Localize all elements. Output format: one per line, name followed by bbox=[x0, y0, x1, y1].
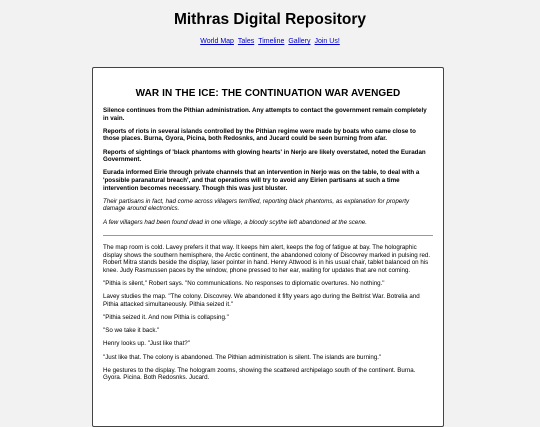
bulletin-paragraph: Reports of riots in several islands controlled by the Pithian regime were made by boats who came close to those places. Burna, Gyora, Picina, both Redosnks, and Jucard could be seen burning from afar. bbox=[103, 127, 416, 143]
nav-link-gallery[interactable]: Gallery bbox=[288, 38, 311, 45]
bulletin-paragraph: Eurada informed Eirie through private channels that an intervention in Nerjo was on the table, to deal with a 'possible paranatural breach', and that operations will try to avoid any Eirien partisans at such a time intervention becomes necessary. Though this was just bluster. bbox=[103, 169, 420, 192]
story-paragraph: He gestures to the display. The hologram zooms, showing the scattered archipelago south of the continent. Burna. Gyora. Picina. Both Redosnks. Jucard. bbox=[103, 366, 416, 382]
nav-link-world-map[interactable]: World Map bbox=[200, 38, 234, 45]
article-panel bbox=[92, 67, 444, 427]
article-title: WAR IN THE ICE: THE CONTINUATION WAR AVENGED bbox=[135, 88, 401, 99]
story-body bbox=[103, 244, 433, 382]
nav-link-timeline[interactable]: Timeline bbox=[258, 38, 285, 45]
main-nav bbox=[0, 38, 540, 45]
story-paragraph: The map room is cold. Lavey prefers it that way. It keeps him alert, keeps the fog of fatigue at bay. The holographic display shows the southern hemisphere, the Arctic continent, the abandoned colony of Discovrey marked in pulsing red. Robert Mitra stands beside the display, laser pointer in hand. Henry Attwood is in his usual chair, tablet balanced on his knee. Judy Rasmussen paces by the window, phone pressed to her ear, waiting for updates that are not coming. bbox=[103, 244, 431, 274]
story-paragraph: "Pithia is silent," Robert says. "No communications. No responses to diplomatic overtures. No nothing." bbox=[103, 280, 385, 288]
story-paragraph: "Just like that. The colony is abandoned. The Pithian administration is silent. The islands are burning." bbox=[103, 353, 382, 361]
story-paragraph: "Pithia seized it. And now Pithia is collapsing." bbox=[103, 314, 229, 322]
nav-link-tales[interactable]: Tales bbox=[237, 38, 255, 45]
nav-link-join-us[interactable]: Join Us! bbox=[314, 38, 340, 45]
italic-note: Their partisans in fact, had come across villagers terrified, reporting black phantoms, as explanation for property damage around electronics. bbox=[103, 197, 410, 213]
story-paragraph: Henry looks up. "Just like that?" bbox=[103, 340, 190, 348]
site-title: Mithras Digital Repository bbox=[173, 11, 367, 28]
bulletin-paragraph: Reports of sightings of 'black phantoms with glowing hearts' in Nerjo are likely overstated, noted the Euradan Government. bbox=[103, 148, 426, 164]
section-divider bbox=[103, 235, 433, 236]
story-paragraph: Lavey studies the map. "The colony. Discovrey. We abandoned it fifty years ago during the Beltrist War. Botrelia and Pithia attacked simultaneously. Pithia seized it." bbox=[103, 293, 420, 308]
bulletin-paragraph: Silence continues from the Pithian administration. Any attempts to contact the government remain completely in vain. bbox=[103, 107, 427, 122]
story-paragraph: "So we take it back." bbox=[103, 327, 160, 335]
italic-note: A few villagers had been found dead in one village, a bloody scythe left abandoned at the scene. bbox=[103, 218, 367, 226]
news-bulletins bbox=[103, 107, 433, 226]
